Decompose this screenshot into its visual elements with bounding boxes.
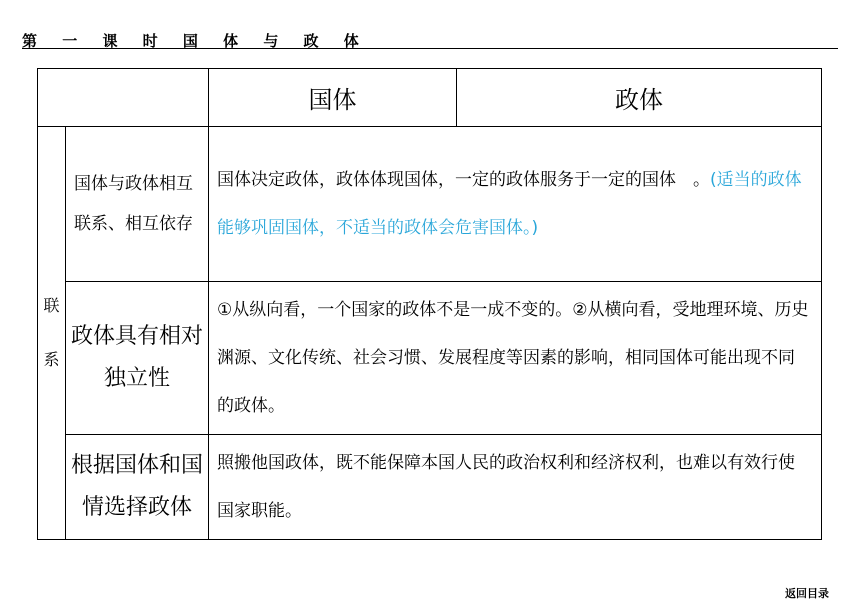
row-content (209, 127, 822, 282)
table-row (38, 282, 822, 435)
row-content-text: 国体决定政体，政体体现国体，一定的政体服务于一定的国体 。 (217, 170, 710, 190)
row-content: 照搬他国政体，既不能保障本国人民的政治权利和经济权利，也难以有效行使国家职能。 (209, 435, 822, 540)
side-label-lianxi: 联系 (38, 127, 66, 540)
table-header-row (38, 69, 822, 127)
back-to-contents-link[interactable]: 返回目录 (785, 587, 829, 600)
table-row (38, 127, 822, 282)
row-label: 根据国体和国情选择政体 (66, 435, 209, 540)
row-label: 国体与政体相互联系、相互依存 (66, 127, 209, 282)
row-label: 政体具有相对独立性 (66, 282, 209, 435)
row-content: ①从纵向看，一个国家的政体不是一成不变的。②从横向看，受地理环境、历史渊源、文化传统、社会习惯、发展程度等因素的影响，相同国体可能出现不同的政体。 (209, 282, 822, 435)
col-head-zhengti: 政体 (457, 69, 822, 127)
empty-corner-cell (38, 69, 209, 127)
page-title: 第 一 课 时 国 体 与 政 体 (22, 32, 369, 50)
col-head-guoti: 国体 (209, 69, 457, 127)
row-content-note: (适当的政体能够巩固国体，不适当的政体会危害国体。) (217, 170, 802, 238)
header-divider (22, 48, 838, 49)
comparison-table (37, 68, 822, 540)
table-row (38, 435, 822, 540)
